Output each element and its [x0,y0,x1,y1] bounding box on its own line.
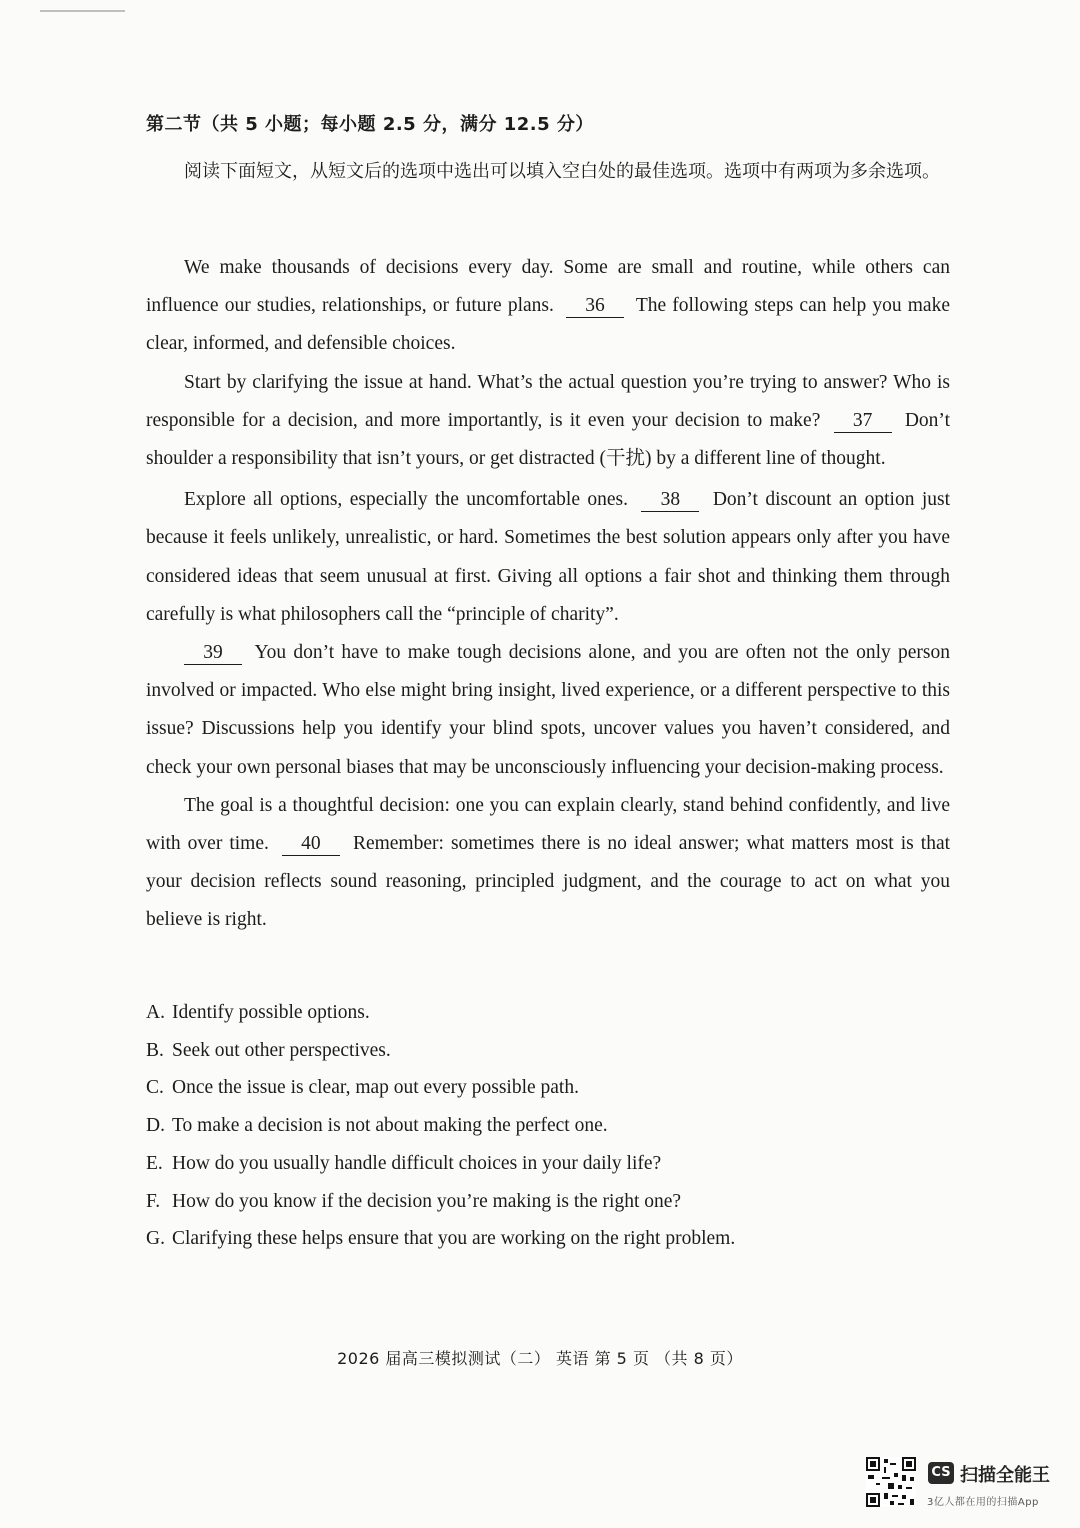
scanner-brand-tagline: 3亿人都在用的扫描App [927,1497,1039,1508]
scanner-brand-name: 扫描全能王 [960,1465,1050,1486]
option-e: E. How do you usually handle difficult choices in your daily life? [146,1152,662,1174]
section-instruction: 阅读下面短文，从短文后的选项中选出可以填入空白处的最佳选项。选项中有两项为多余选项。 [184,161,940,182]
blank-37: 37 [834,410,892,433]
answer-options [146,994,950,1258]
scan-edge-mark [40,10,125,15]
blank-39: 39 [184,642,242,665]
qr-code-icon [866,1457,916,1507]
reading-passage [146,249,950,940]
camscanner-logo-icon: CS [928,1462,954,1484]
blank-36: 36 [566,295,624,318]
blank-38: 38 [641,489,699,512]
blank-40: 40 [282,833,340,856]
option-d: D. To make a decision is not about making the perfect one. [146,1115,608,1137]
passage-paragraph-1: We make thousands of decisions every day. Some are small and routine, while others can influence our studies, relationships, or future plans. 36 The following steps can help you make clear, informed, and defensible choices. [146,257,950,355]
option-b: B. Seek out other perspectives. [146,1039,391,1061]
option-a: A. Identify possible options. [146,1002,370,1023]
option-c: C. Once the issue is clear, map out every possible path. [146,1077,579,1099]
option-f: F. How do you know if the decision you’re making is the right one? [146,1190,682,1212]
page-footer: 2026 届高三模拟测试（二） 英语 第 5 页 （共 8 页） [337,1349,743,1368]
passage-paragraph-5: The goal is a thoughtful decision: one you can explain clearly, stand behind confidently, and live with over time. 40 Remember: sometimes there is no ideal answer; what matters most is that your decision reflects sound reasoning, principled judgment, and the courage to act on what you believe is right. [146,794,951,931]
passage-paragraph-4: 39 You don’t have to make tough decisions alone, and you are often not the only person involved or impacted. Who else might bring insight, lived experience, or a different perspective to this issue? Discussions help you identify your blind spots, uncover values you haven’t considered, and check your own personal biases that may be unconsciously influencing your decision-making process. [146,642,950,778]
section-title: 第二节（共 5 小题；每小题 2.5 分，满分 12.5 分） [146,114,594,135]
passage-paragraph-2: Start by clarifying the issue at hand. What’s the actual question you’re trying to answer? Who is responsible for a decision, and more importantly, is it even your decision to make? 37 Don’t shoulder a responsibility that isn’t yours, or get distracted (干扰) by a different line of thought. [146,371,950,470]
option-g: G. Clarifying these helps ensure that you are working on the right problem. [146,1228,736,1250]
passage-paragraph-3: Explore all options, especially the uncomfortable ones. 38 Don’t discount an option just because it feels unlikely, unrealistic, or hard. Sometimes the best solution appears only after you have considered ideas that seem unusual at first. Giving all options a fair shot and thinking them through carefully is what philosophers call the “principle of charity”. [146,489,951,625]
